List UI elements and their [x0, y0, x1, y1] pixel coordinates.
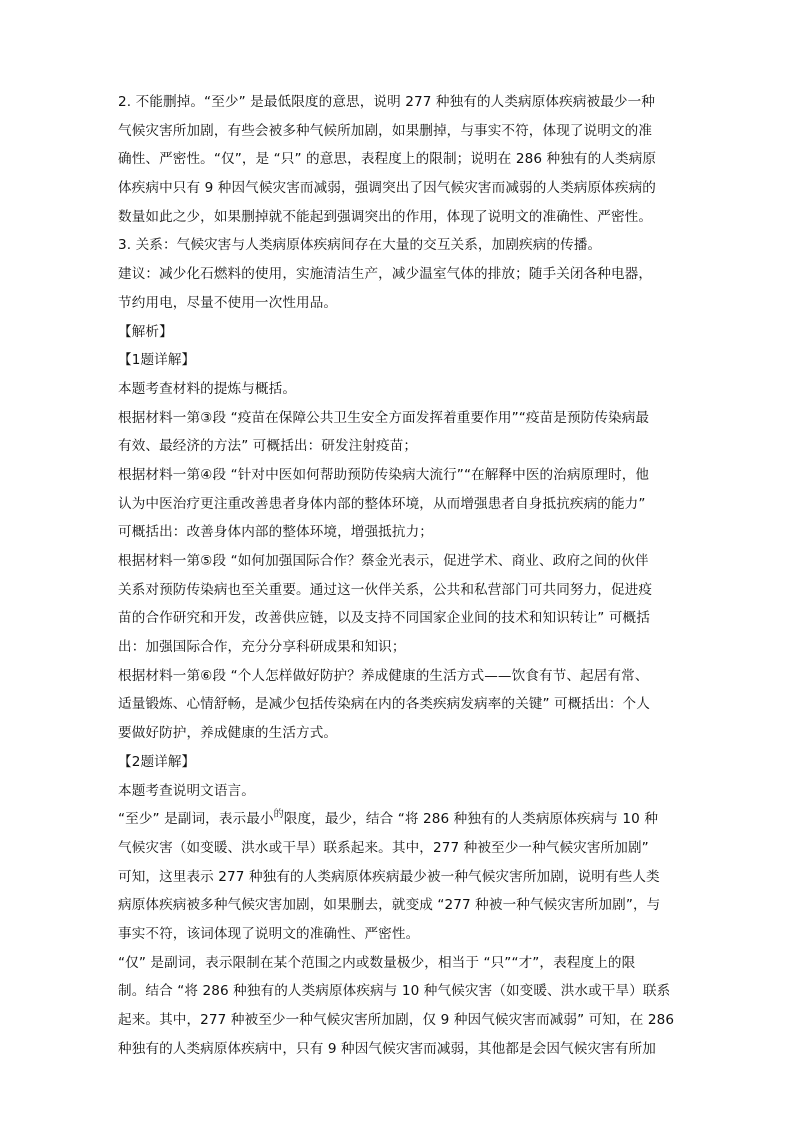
text-line [118, 805, 678, 834]
text-line: 有效、最经济的方法” 可概括出：研发注射疫苗； [118, 438, 418, 455]
text-line: 建议：减少化石燃料的使用，实施清洁生产，减少温室气体的排放；随手关闭各种电器， [118, 266, 653, 283]
text-line: 适量锻炼、心情舒畅，是减少包括传染病在内的各类疾病发病率的关键” 可概括出：个人 [118, 696, 650, 713]
text-line: 关系对预防传染病也至关重要。通过这一伙伴关系，公共和私营部门可共同努力，促进疫 [118, 581, 653, 598]
q1-detail [118, 346, 678, 748]
text-line: 可知，这里表示 277 种独有的人类病原体疾病最少被一种气候灾害所加剧，说明有些人类 [118, 868, 660, 885]
answer-2 [118, 88, 678, 231]
q2-detail [118, 748, 678, 1064]
text-line: 起来。其中，277 种被至少一种气候灾害所加剧，仅 9 种因气候灾害而减弱” 可知，在 286 [118, 1012, 675, 1028]
text-line: “仅” 是副词，表示限制在某个范围之内或数量极少，相当于 “只”“才”，表程度上的限 [118, 954, 636, 971]
text-line: 出：加强国际合作，充分分享科研成果和知识； [118, 639, 406, 656]
text-line: 节约用电，尽量不使用一次性用品。 [118, 294, 338, 311]
text-line: 本题考查材料的提炼与概括。 [118, 380, 297, 397]
q1-heading: 【1题详解】 [118, 352, 196, 369]
text-line: 气候灾害所加剧，有些会被多种气候所加剧，如果删掉，与事实不符，体现了说明文的准 [118, 122, 653, 139]
document-page [118, 88, 678, 1063]
text-line: 根据材料一第③段 “疫苗在保障公共卫生安全方面发挥着重要作用”“疫苗是预防传染病最 [118, 409, 650, 426]
answer-3-relation: 3. 关系：气候灾害与人类病原体疾病间存在大量的交互关系，加剧疾病的传播。 [118, 237, 602, 254]
text-line: 苗的合作研究和开发，改善供应链，以及支持不同国家企业间的技术和知识转让” 可概括 [118, 610, 650, 627]
text-line: 事实不符，该词体现了说明文的准确性、严密性。 [118, 925, 420, 942]
text-line: 确性、严密性。“仅”，是 “只” 的意思，表程度上的限制；说明在 286 种独有的人类病原 [118, 151, 657, 168]
text-line: 要做好防护，养成健康的生活方式。 [118, 725, 338, 742]
answer-3 [118, 231, 678, 317]
text-line: 根据材料一第⑥段 “个人怎样做好防护？养成健康的生活方式——饮食有节、起居有常、 [118, 667, 649, 684]
text-line: 根据材料一第⑤段 “如何加强国际合作？蔡金光表示，促进学术、商业、政府之间的伙伴 [118, 553, 649, 569]
text-line: 可概括出：改善身体内部的整体环境，增强抵抗力； [118, 524, 433, 541]
text-line: 2. 不能删掉。“至少” 是最低限度的意思，说明 277 种独有的人类病原体疾病被最少一种 [118, 94, 655, 110]
text-line: 本题考查说明文语言。 [118, 782, 255, 799]
text-line: 根据材料一第④段 “针对中医如何帮助预防传染病大流行”“在解释中医的治病原理时，他 [118, 466, 650, 483]
text-line: 数量如此之少，如果删掉就不能起到强调突出的作用，体现了说明文的准确性、严密性。 [118, 208, 653, 225]
text-span: 限度，最少，结合 “将 286 种独有的人类病原体疾病与 10 种 [283, 811, 659, 828]
text-line: 种独有的人类病原体疾病中，只有 9 种因气候灾害而减弱，其他都是会因气候灾害有所加 [118, 1040, 656, 1057]
text-line: 认为中医治疗更注重改善患者身体内部的整体环境，从而增强患者自身抵抗疾病的能力” [118, 495, 646, 512]
text-line: 体疾病中只有 9 种因气候灾害而减弱，强调突出了因气候灾害而减弱的人类病原体疾病的 [118, 180, 656, 197]
text-line: 病原体疾病被多种气候灾害加剧，如果删去，就变成 “277 种被一种气候灾害所加剧”，与 [118, 897, 661, 914]
text-line: 气候灾害（如变暖、洪水或干旱）联系起来。其中，277 种被至少一种气候灾害所加剧” [118, 839, 649, 856]
text-span: “至少” 是副词，表示最小 [118, 811, 274, 828]
analysis-heading: 【解析】 [118, 323, 173, 340]
text-line: 制。结合 “将 286 种独有的人类病原体疾病与 10 种气候灾害（如变暖、洪水或干旱）联系 [118, 983, 671, 1000]
q2-heading: 【2题详解】 [118, 753, 196, 770]
superscript-char: 的 [273, 809, 284, 821]
